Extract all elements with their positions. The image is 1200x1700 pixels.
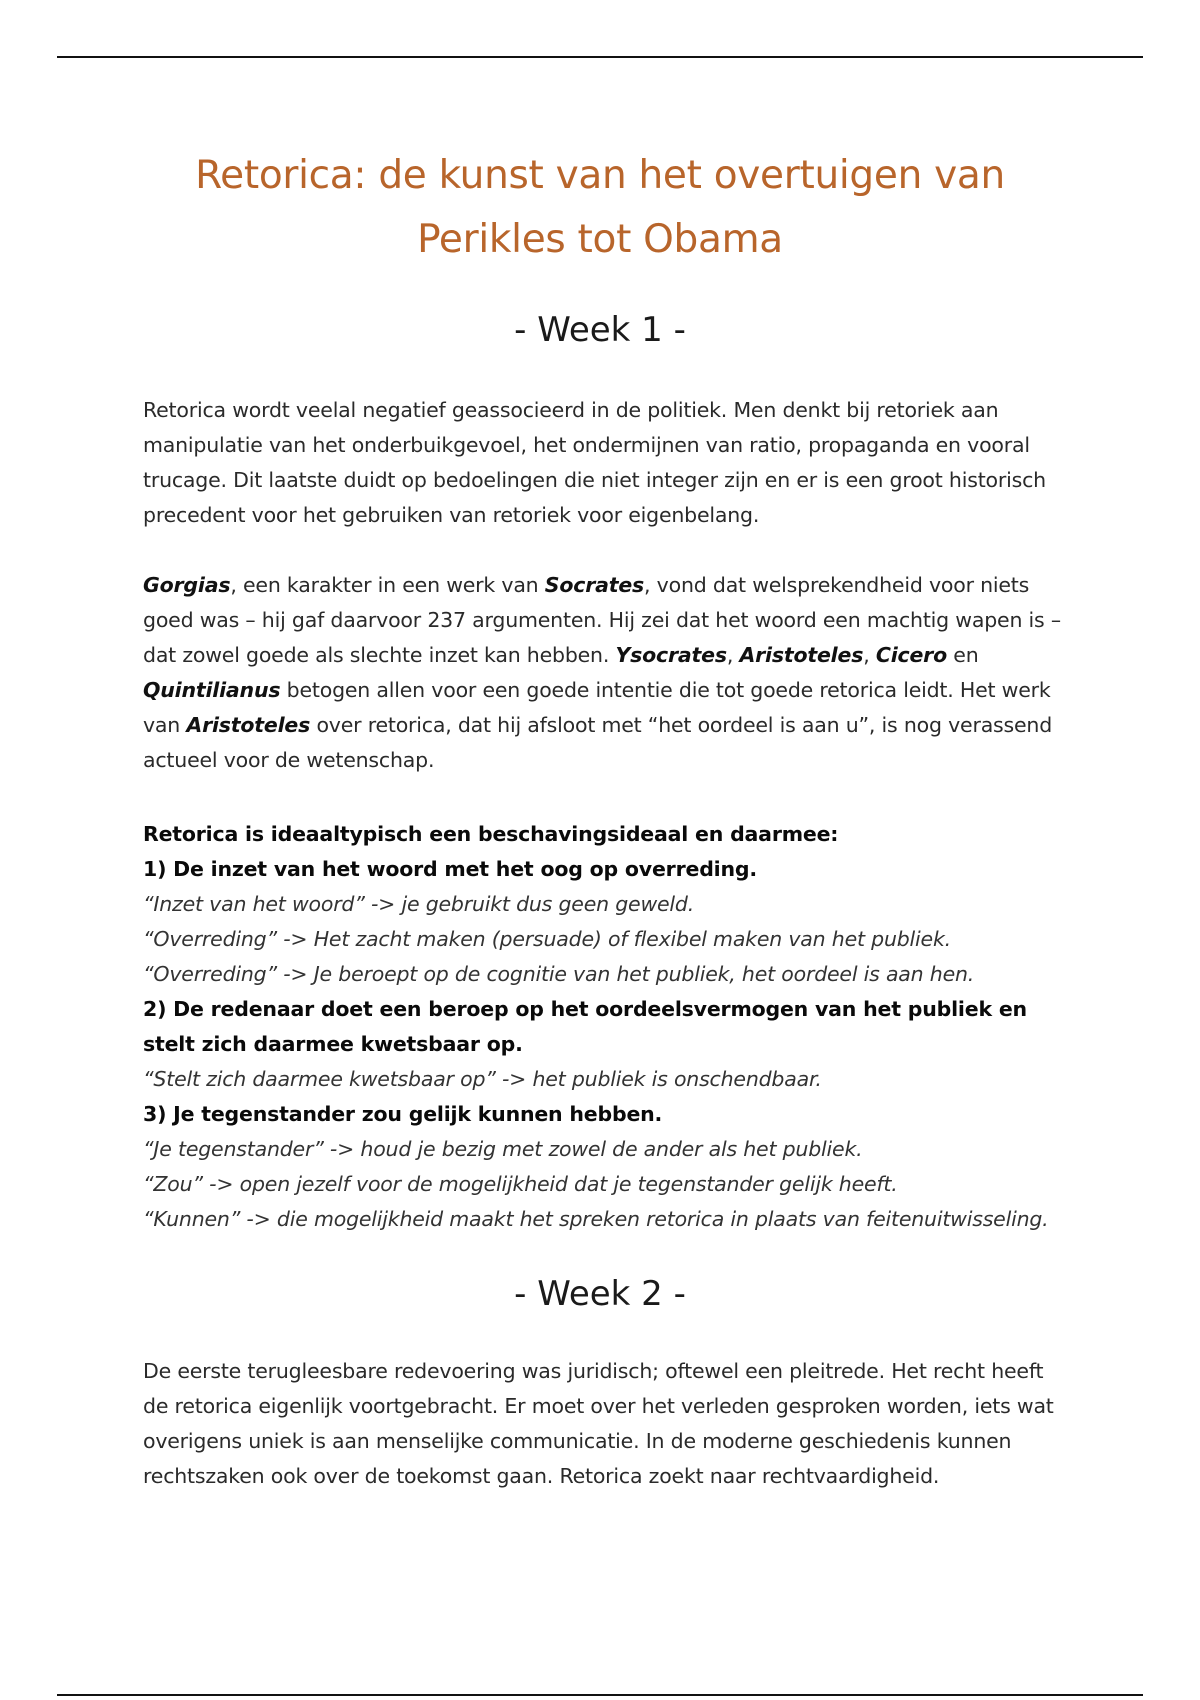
week-2-heading: - Week 2 - [514,1274,686,1314]
name-gorgias: Gorgias [143,573,231,597]
list-note: “Overreding” -> Je beroept op de cognitie van het publiek, het oordeel is aan hen. [143,962,975,986]
title-line-2: Perikles tot Obama [417,217,783,262]
list-note: “Kunnen” -> die mogelijkheid maakt het spreken retorica in plaats van feitenuitwisseling. [143,1207,1049,1231]
name-ysocrates: Ysocrates [615,643,727,667]
list-item-1: 1) De inzet van het woord met het oog op overreding. [143,857,757,881]
list-intro: Retorica is ideaaltypisch een beschavingsideaal en daarmee: [143,822,839,846]
document-title [140,144,1060,272]
week-1-paragraph-2 [143,568,1063,778]
week-2-paragraph-1: De eerste terugleesbare redevoering was juridisch; oftewel een pleitrede. Het recht heeft de retorica eigenlijk voortgebracht. Er moet over het verleden gesproken worden, iets wat overigens uniek is aan menselijke communicatie. In de moderne geschiedenis kunnen rechtszaken ook over de toekomst gaan. Retorica zoekt naar rechtvaardigheid. [143,1359,1054,1488]
text-segment: betogen allen voor een goede intentie die tot goede retorica leidt. Het werk van [143,678,1051,737]
text-segment: , vond dat welsprekendheid voor niets goed was – hij gaf daarvoor 237 argumenten. Hij zei dat het woord een machtig wapen is – dat zowel goede als slechte inzet kan hebben. [143,573,1061,667]
name-aristoteles: Aristoteles [739,643,864,667]
name-cicero: Cicero [875,643,947,667]
list-note: “Overreding” -> Het zacht maken (persuade) of flexibel maken van het publiek. [143,927,951,951]
text-segment: , [726,643,740,667]
text-segment: en [946,643,979,667]
name-quintilianus: Quintilianus [143,678,281,702]
week-1-heading: - Week 1 - [514,310,686,350]
bottom-rule [57,1694,1143,1696]
week-1-list [143,817,1083,1237]
list-note: “Inzet van het woord” -> je gebruikt dus geen geweld. [143,892,695,916]
week-1-paragraph-1: Retorica wordt veelal negatief geassocieerd in de politiek. Men denkt bij retoriek aan manipulatie van het onderbuikgevoel, het ondermijnen van ratio, propaganda en vooral trucage. Dit laatste duidt op bedoelingen die niet integer zijn en er is een groot historisch precedent voor het gebruiken van retoriek voor eigenbelang. [143,398,1046,527]
list-item-2: 2) De redenaar doet een beroep op het oordeelsvermogen van het publiek en stelt zich daarmee kwetsbaar op. [143,997,1027,1056]
top-rule [57,56,1143,58]
name-socrates: Socrates [544,573,645,597]
name-aristoteles: Aristoteles [186,713,311,737]
text-segment: over retorica, dat hij afsloot met “het oordeel is aan u”, is nog verassend actueel voor de wetenschap. [143,713,1053,772]
list-note: “Stelt zich daarmee kwetsbaar op” -> het publiek is onschendbaar. [143,1067,822,1091]
list-note: “Je tegenstander” -> houd je bezig met zowel de ander als het publiek. [143,1137,863,1161]
text-segment: , [863,643,876,667]
list-note: “Zou” -> open jezelf voor de mogelijkheid dat je tegenstander gelijk heeft. [143,1172,898,1196]
list-item-3: 3) Je tegenstander zou gelijk kunnen hebben. [143,1102,663,1126]
text-segment: , een karakter in een werk van [230,573,545,597]
title-line-1: Retorica: de kunst van het overtuigen van [195,153,1005,198]
